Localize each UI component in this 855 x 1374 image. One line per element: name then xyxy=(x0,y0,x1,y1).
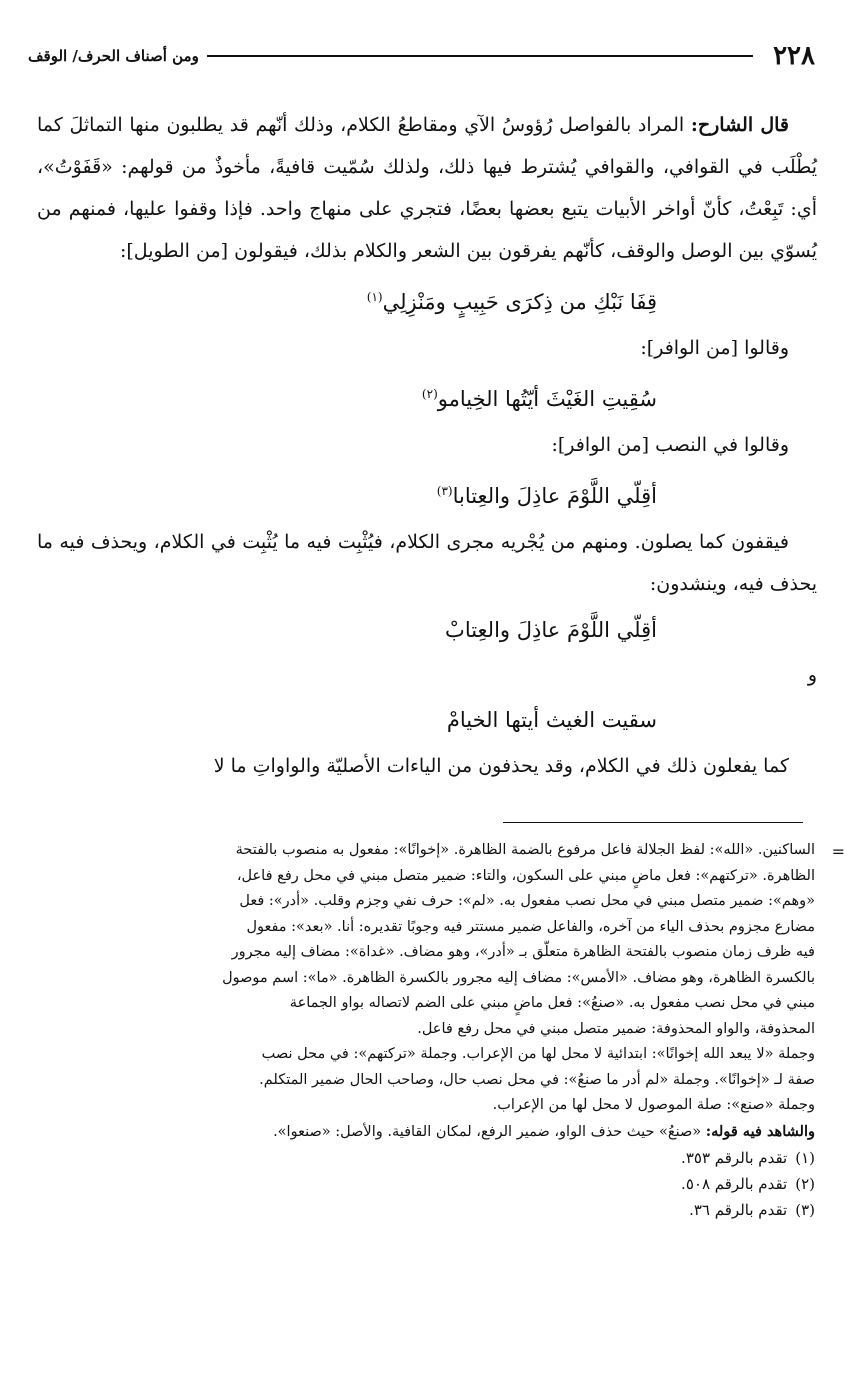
footnote-text: تقدم بالرقم ٣٥٣. xyxy=(681,1149,788,1167)
footnote-number: (١) xyxy=(795,1149,815,1167)
running-head xyxy=(28,38,815,74)
paragraph-1 xyxy=(37,104,817,272)
footnote-3 xyxy=(45,1197,815,1223)
note-line: صفة لـ «إخوانًا». وجملة «لم أدر ما صنعُ»: في محل نصب حال، وصاحب الحال ضمير المتكلم. xyxy=(259,1071,815,1088)
note-line: الظاهرة. «تركتهم»: فعل ماضٍ مبني على السكون، والتاء: ضمير متصل مبني في محل رفع فاعل، xyxy=(236,867,815,884)
footnote-ref-2: (٢) xyxy=(421,387,438,401)
verse-1 xyxy=(37,272,817,327)
verse-text: سُقِيتِ الغَيْثَ أيّتُها الخِيامو xyxy=(437,387,657,411)
verse-text: أقِلّي اللَّوْمَ عاذِلَ والعِتابا xyxy=(452,484,657,508)
verse-4: أقِلّي اللَّوْمَ عاذِلَ والعِتابْ xyxy=(445,618,657,642)
footnote-ref-3: (٣) xyxy=(436,484,453,498)
witness-label: والشاهد فيه قوله: xyxy=(705,1122,815,1140)
footnote-text: تقدم بالرقم ٥٠٨. xyxy=(681,1175,788,1193)
note-line: الساكنين. «الله»: لفظ الجلالة فاعل مرفوع بالضمة الظاهرة. «إخوانًا»: مفعول به منصوب بالفتحة xyxy=(235,842,815,858)
verse-intro-2: وقالوا [من الوافر]: xyxy=(640,337,789,359)
note-line: وجملة «صنع»: صلة الموصول لا محل لها من الإعراب. xyxy=(492,1097,815,1113)
continuation-mark: = xyxy=(831,842,845,861)
note-line: مضارع مجزوم بحذف الياء من آخره، والفاعل ضمير مستتر فيه وجوبًا تقديره: أنا. «بعد»: مفعول xyxy=(246,918,815,935)
notes-section xyxy=(45,838,815,1223)
footnote-2 xyxy=(45,1171,815,1197)
main-text xyxy=(37,104,817,787)
footnote-text: تقدم بالرقم ٣٦. xyxy=(689,1201,788,1219)
speaker-label: قال الشارح: xyxy=(690,114,789,136)
note-line: مبني في محل نصب مفعول به. «صنعُ»: فعل ماضٍ مبني على الضم لاتصاله بواو الجماعة xyxy=(289,995,815,1011)
note-line: فيه ظرف زمان منصوب بالفتحة الظاهرة متعلّق بـ «أدر»، وهو مضاف. «غداة»: مضاف إليه مجرور xyxy=(231,944,815,960)
paragraph-2 xyxy=(37,521,817,605)
text-line: يفرقون بين الشعر والكلام بذلك، فيقولون [من الطويل]: xyxy=(119,240,557,262)
text-line: مأخوذٌ من قولهم: «قَفَوْتُ»، أي: تَبِعْتُ، كأنّ أواخر الأبيات يتبع بعضها بعضًا، فتجري xyxy=(37,156,817,220)
verse-intro-3: وقالوا في النصب [من الوافر]: xyxy=(551,434,789,456)
text-line: المراد بالفواصل رُؤوسُ الآي ومقاطعُ الكلام، وذلك أنّهم قد يطلبون xyxy=(166,114,685,136)
witness-text: «صنعُ» حيث حذف الواو، ضمير الرفع، لمكان القافية. والأصل: «صنعوا». xyxy=(273,1123,702,1140)
note-line: المحذوفة، والواو المحذوفة: ضمير متصل مبني في محل رفع فاعل. xyxy=(417,1020,815,1037)
footnote-number: (٢) xyxy=(795,1175,815,1193)
verse-5: سقيت الغيث أيتها الخيامْ xyxy=(446,708,657,732)
text-line: الكلام، ويحذف فيه ما يحذف فيه، وينشدون: xyxy=(37,531,817,595)
text-line: فيقفون كما يصلون. ومنهم من يُجْريه مجرى الكلام، فيُثْبِت فيه ما يُثْبِت في xyxy=(210,531,789,553)
note-line: «وهم»: ضمير متصل مبني في محل نصب مفعول به. «لم»: حرف نفي وجزم وقلب. «أدر»: فعل xyxy=(239,893,815,909)
text-line: منها التماثلَ كما يُطْلَب في القوافي، والقوافي يُشترط فيها ذلك، ولذلك سُمّيت قافيةً، xyxy=(37,114,817,178)
footnote-rule xyxy=(503,822,803,823)
footnote-ref-1: (١) xyxy=(366,290,383,304)
conjunction-waw: و xyxy=(807,664,817,686)
verse-text: قِفَا نَبْكِ من ذِكرَى حَبِيبٍ ومَنْزِلِي xyxy=(382,290,657,314)
verse-3 xyxy=(37,466,817,521)
header-rule xyxy=(207,55,753,57)
footnote-number: (٣) xyxy=(795,1201,815,1219)
note-line: وجملة «لا يبعد الله إخوانًا»: ابتدائية لا محل لها من الإعراب. وجملة «تركتهم»: في محل نصب xyxy=(261,1046,815,1062)
text-line: على منهاج واحد. فإذا وقفوا عليها، فمنهم من يُسوّي بين الوصل والوقف، كأنّهم xyxy=(37,198,817,262)
note-line: بالكسرة الظاهرة، وهو مضاف. «الأمس»: مضاف إليه مجرور بالكسرة الظاهرة. «ما»: اسم موصول xyxy=(222,969,815,986)
verse-2 xyxy=(37,369,817,424)
witness-line xyxy=(45,1119,815,1146)
paragraph-3: كما يفعلون ذلك في الكلام، وقد يحذفون من الياءات الأصليّة والواواتِ ما لا xyxy=(213,755,789,777)
footnote-1 xyxy=(45,1145,815,1171)
page-number: ٢٢٨ xyxy=(773,41,815,71)
chapter-title: ومن أصناف الحرف/ الوقف xyxy=(28,47,199,65)
